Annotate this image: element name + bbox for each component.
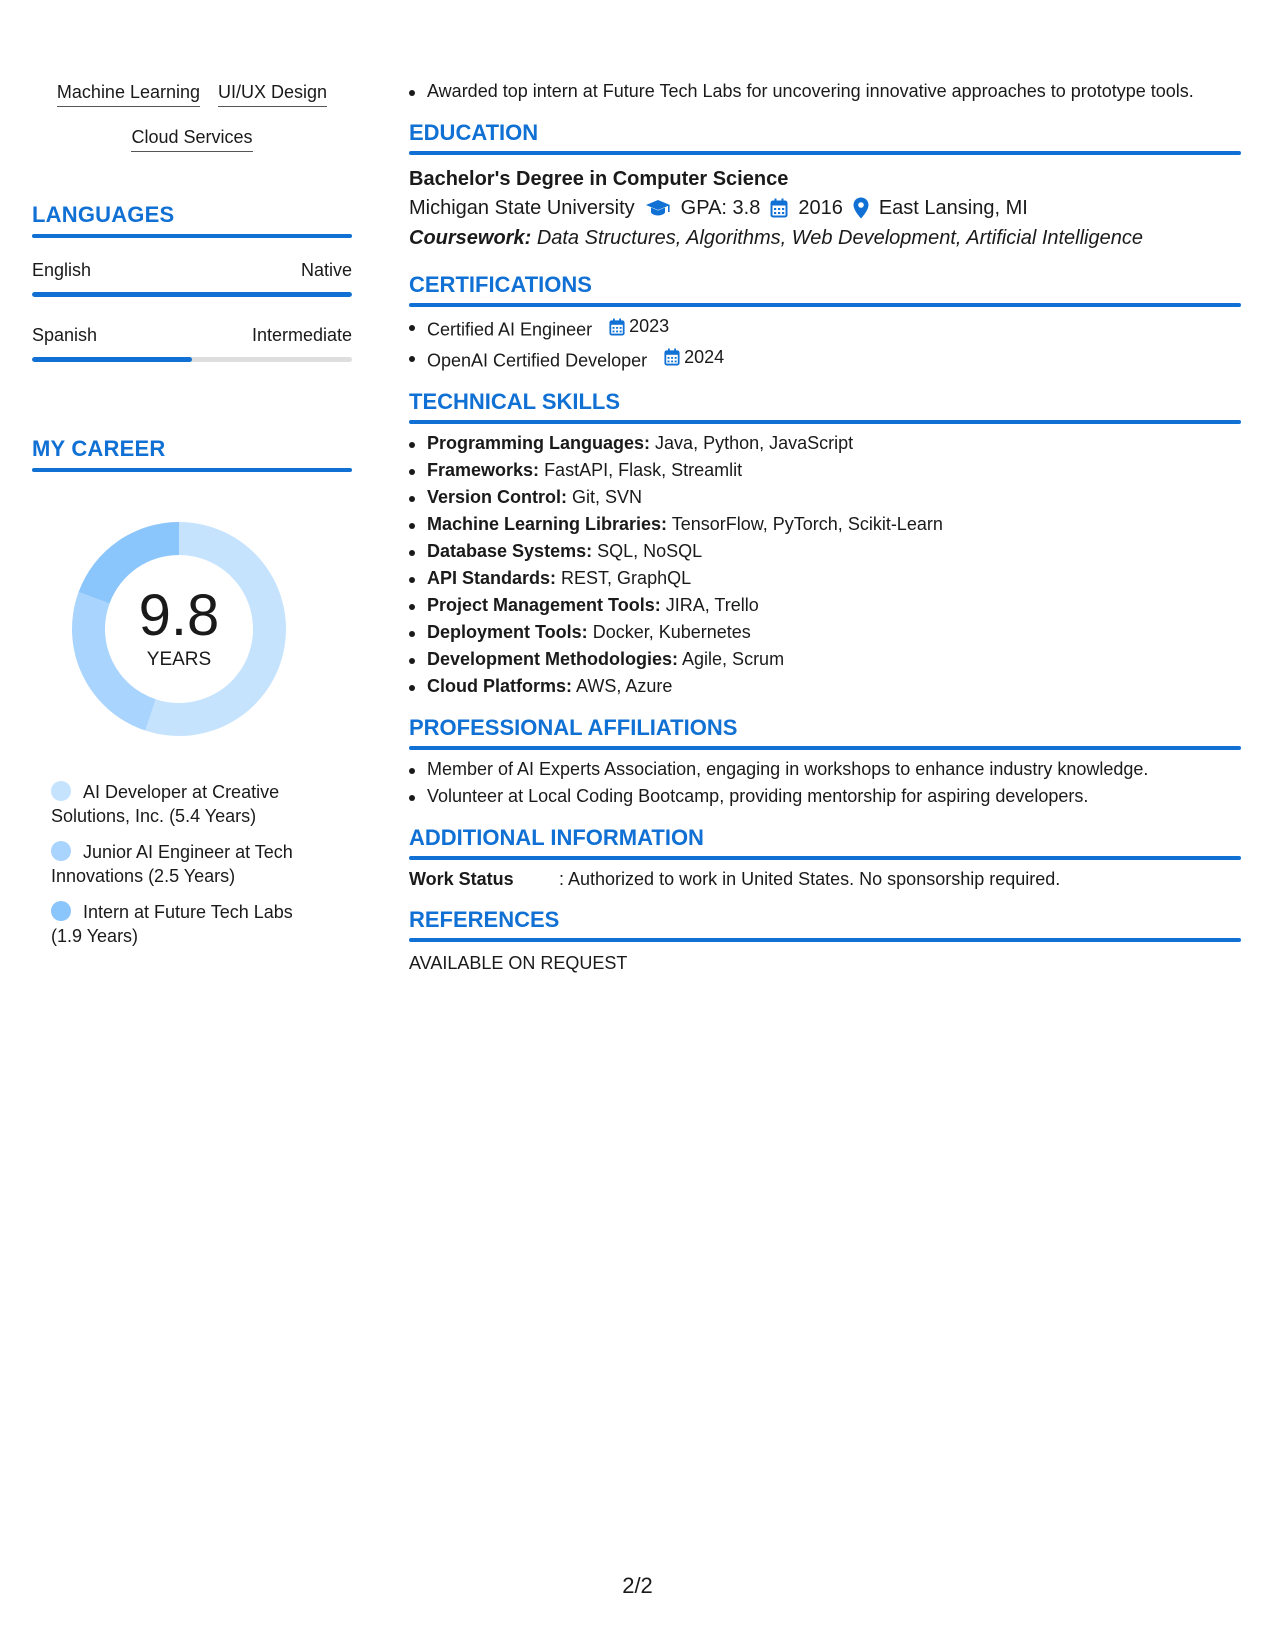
work-status-label: Work Status [409,869,514,889]
section-title: CERTIFICATIONS [409,272,592,297]
education-section [409,119,1241,253]
languages-section [32,202,352,362]
section-title: REFERENCES [409,907,560,932]
school-name: Michigan State University [409,197,635,219]
skill-category: Database Systems: [427,541,593,561]
legend-item [51,900,321,948]
skill-item [409,646,1241,673]
certification-name: Certified AI Engineer [427,319,593,340]
skill-item [409,592,1241,619]
section-title: MY CAREER [32,436,166,461]
skill-values: TensorFlow, PyTorch, Scikit-Learn [671,514,943,534]
degree-title: Bachelor's Degree in Computer Science [409,168,789,190]
skill-values: Java, Python, JavaScript [655,433,854,453]
skill-item [409,484,1241,511]
affiliation-item: Member of AI Experts Association, engaging in workshops to enhance industry knowledge. [409,756,1241,783]
language-name: Spanish [32,325,98,345]
skill-category: Frameworks: [427,460,540,480]
skill-category: Deployment Tools: [427,622,588,642]
skill-tag: UI/UX Design [218,80,327,107]
skill-item [409,538,1241,565]
certification-item [409,344,1241,375]
coursework [409,223,1241,253]
language-item [32,258,352,297]
legend-label: Intern at Future Tech Labs (1.9 Years) [51,902,293,946]
technical-skills-section [409,388,1241,700]
career-legend [51,780,321,948]
language-bar [32,292,352,297]
skill-values: Agile, Scrum [682,649,785,669]
language-level: Intermediate [251,325,352,345]
legend-dot [51,781,71,801]
right-column [409,78,1241,976]
references-section [409,906,1241,976]
language-bar-fill [32,292,352,297]
gpa: GPA: 3.8 [680,197,761,219]
additional-info-section [409,824,1241,892]
graduation-year: 2016 [798,197,843,219]
skill-values: Docker, Kubernetes [592,622,751,642]
section-title: ADDITIONAL INFORMATION [409,825,704,850]
skill-values: FastAPI, Flask, Streamlit [544,460,743,480]
work-status-row [409,866,1241,892]
skill-category: Project Management Tools: [427,595,661,615]
school-location: East Lansing, MI [878,197,1028,219]
certifications-section [409,271,1241,374]
legend-item [51,780,321,828]
language-name: English [32,260,92,280]
certification-year: 2023 [629,316,670,336]
language-level: Native [300,260,352,280]
language-bar [32,357,352,362]
skill-item [409,430,1241,457]
section-title: EDUCATION [409,120,539,145]
graduation-cap-icon [645,199,671,217]
legend-label: Junior AI Engineer at Tech Innovations (2.5 Years) [51,842,293,886]
skill-item [409,511,1241,538]
section-title: TECHNICAL SKILLS [409,389,621,414]
section-divider [409,746,1241,750]
legend-dot [51,841,71,861]
career-unit: YEARS [146,649,212,670]
section-divider [32,234,352,238]
skill-item [409,457,1241,484]
skill-category: Programming Languages: [427,433,651,453]
skill-values: AWS, Azure [576,676,673,696]
skill-values: JIRA, Trello [665,595,759,615]
section-title: PROFESSIONAL AFFILIATIONS [409,715,738,740]
legend-item [51,840,321,888]
career-section [32,436,352,948]
calendar-icon [770,198,788,218]
career-total: 9.8 [138,583,220,648]
page-number: 2/2 [622,1573,653,1598]
legend-label: AI Developer at Creative Solutions, Inc. (5.4 Years) [51,782,280,826]
left-column [32,80,352,960]
skill-tag: Machine Learning [57,80,200,107]
skill-values: REST, GraphQL [561,568,692,588]
section-divider [409,151,1241,155]
language-bar-fill [32,357,192,362]
experience-bullets [409,78,1241,105]
certification-item [409,313,1241,344]
work-status-value: : Authorized to work in United States. No sponsorship required. [559,869,1061,889]
skill-tag: Cloud Services [131,125,252,152]
references-text: AVAILABLE ON REQUEST [409,953,628,973]
coursework-label: Coursework: [409,227,532,249]
skill-item [409,619,1241,646]
skill-category: API Standards: [427,568,557,588]
skill-values: Git, SVN [572,487,643,507]
skill-item [409,565,1241,592]
skill-category: Development Methodologies: [427,649,679,669]
calendar-icon [609,318,625,336]
experience-bullet: Awarded top intern at Future Tech Labs for uncovering innovative approaches to prototype tools. [409,78,1241,105]
skill-values: SQL, NoSQL [597,541,703,561]
affiliation-item: Volunteer at Local Coding Bootcamp, providing mentorship for aspiring developers. [409,783,1241,810]
section-divider [409,303,1241,307]
education-details [409,193,1241,223]
skill-category: Version Control: [427,487,568,507]
skill-category: Cloud Platforms: [427,676,573,696]
language-item [32,323,352,362]
section-divider [409,420,1241,424]
skill-item [409,673,1241,700]
section-divider [409,938,1241,942]
certification-name: OpenAI Certified Developer [427,350,648,370]
certification-year: 2024 [684,346,725,367]
skill-category: Machine Learning Libraries: [427,514,668,534]
location-pin-icon [853,197,869,219]
coursework-list: Data Structures, Algorithms, Web Development, Artificial Intelligence [536,227,1143,249]
calendar-icon [664,348,680,366]
skill-tags [32,80,352,152]
affiliations-section [409,714,1241,810]
career-donut [64,514,294,744]
section-divider [409,856,1241,860]
section-title: LANGUAGES [32,202,175,227]
legend-dot [51,901,71,921]
section-divider [32,468,352,472]
